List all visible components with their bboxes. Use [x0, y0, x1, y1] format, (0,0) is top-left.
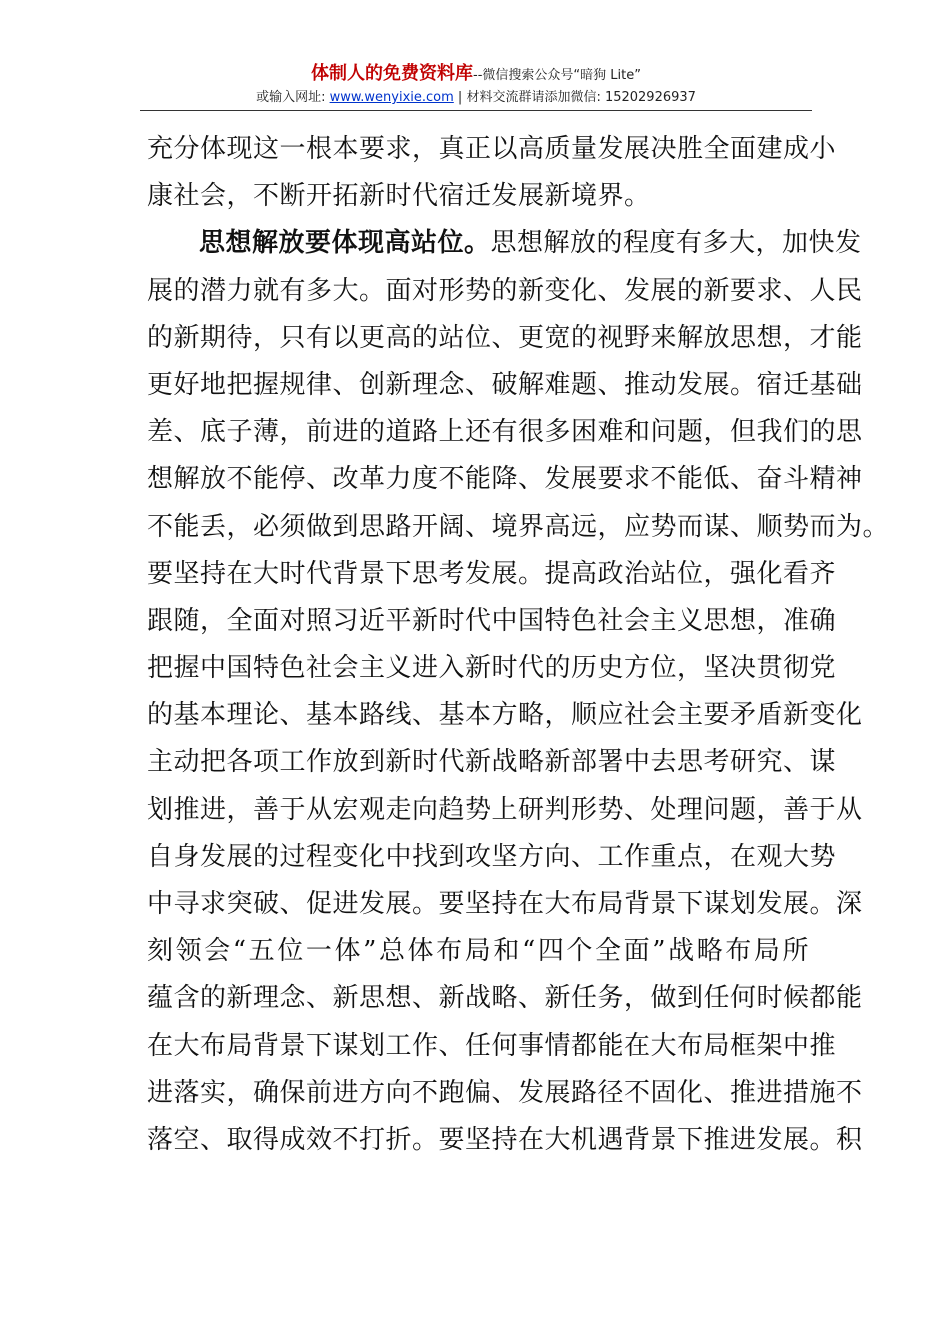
text-line: 蕴含的新理念、新思想、新战略、新任务，做到任何时候都能 — [147, 983, 863, 1014]
text-line: 主动把各项工作放到新时代新战略新部署中去思考研究、谋 — [147, 747, 837, 778]
text-line: 康社会，不断开拓新时代宿迁发展新境界。 — [147, 181, 651, 212]
header-brand: 体制人的免费资料库 — [311, 63, 474, 84]
text-line: 要坚持在大时代背景下思考发展。提高政治站位，强化看齐 — [147, 558, 837, 589]
text-line: 中寻求突破、促进发展。要坚持在大布局背景下谋划发展。深 — [147, 889, 863, 919]
text-line: 想解放不能停、改革力度不能降、发展要求不能低、奋斗精神 — [147, 464, 863, 495]
header-url-link[interactable]: www.wenyixie.com — [329, 90, 454, 105]
page-header — [140, 62, 812, 111]
text-line: 充分体现这一根本要求，真正以高质量发展决胜全面建成小 — [147, 134, 837, 164]
header-divider — [140, 110, 812, 111]
header-contact: | 材料交流群请添加微信: 15202926937 — [453, 90, 696, 105]
text-line: 进落实，确保前进方向不跑偏、发展路径不固化、推进措施不 — [147, 1077, 863, 1108]
text-line: 的新期待，只有以更高的站位、更宽的视野来解放思想，才能 — [147, 322, 863, 353]
text-line: 把握中国特色社会主义进入新时代的历史方位，坚决贯彻党 — [147, 653, 837, 684]
text-fragment: 思想解放的程度有多大，加快发 — [490, 228, 862, 259]
header-url-prefix: 或输入网址: — [256, 90, 330, 105]
text-line: 更好地把握规律、创新理念、破解难题、推动发展。宿迁基础 — [147, 369, 863, 400]
text-line: 不能丢，必须做到思路开阔、境界高远，应势而谋、顺势而为。 — [147, 511, 890, 542]
text-line: 自身发展的过程变化中找到攻坚方向、工作重点，在观大势 — [147, 841, 837, 872]
paragraph-heading-line — [147, 220, 862, 267]
text-line: 跟随，全面对照习近平新时代中国特色社会主义思想，准确 — [147, 605, 837, 636]
text-line: 刻领会“五位一体”总体布局和“四个全面”战略布局所 — [147, 936, 809, 967]
header-line-1 — [140, 62, 812, 88]
text-line: 划推进，善于从宏观走向趋势上研判形势、处理问题，善于从 — [147, 794, 863, 825]
text-line: 展的潜力就有多大。面对形势的新变化、发展的新要求、人民 — [147, 275, 863, 306]
text-line: 差、底子薄，前进的道路上还有很多困难和问题，但我们的思 — [147, 417, 863, 448]
paragraph-heading: 思想解放要体现高站位。 — [199, 228, 491, 259]
header-line-2 — [140, 88, 812, 108]
header-tagline: --微信搜索公众号“暗狗 Lite” — [473, 68, 641, 83]
text-line: 的基本理论、基本路线、基本方略，顺应社会主要矛盾新变化 — [147, 700, 863, 731]
text-line: 落空、取得成效不打折。要坚持在大机遇背景下推进发展。积 — [147, 1124, 863, 1155]
body-text — [147, 126, 890, 1164]
text-line: 在大布局背景下谋划工作、任何事情都能在大布局框架中推 — [147, 1030, 837, 1061]
